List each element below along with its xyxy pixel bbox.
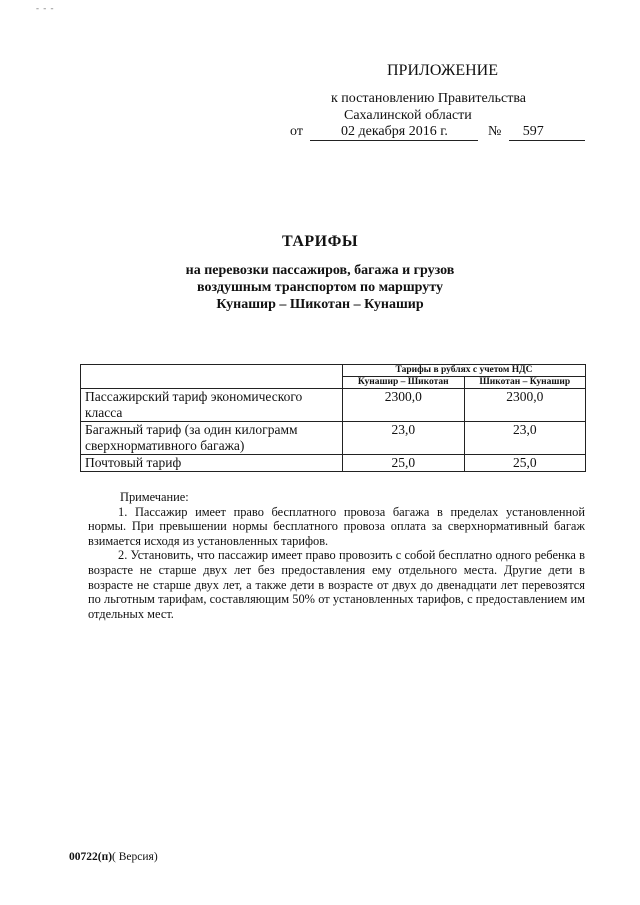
resolution-date: 02 декабря 2016 г. (310, 124, 478, 141)
appendix-line-2: Сахалинской области (344, 108, 472, 123)
number-label: № (487, 124, 502, 139)
table-header-row (81, 365, 586, 377)
notes-section (88, 490, 585, 621)
table-row (81, 455, 586, 472)
from-label: от (290, 124, 303, 139)
tariff-value: 2300,0 (464, 389, 586, 422)
corner-mark: - - - (36, 3, 55, 13)
notes-label: Примечание: (120, 490, 189, 504)
tariff-table (80, 364, 586, 472)
column-header: Шикотан – Кунашир (464, 377, 586, 389)
subtitle-line-2: воздушным транспортом по маршруту (197, 280, 443, 295)
tariff-name: Багажный тариф (за один килограмм сверхнормативного багажа) (81, 422, 343, 455)
group-header: Тарифы в рублях с учетом НДС (343, 365, 586, 377)
document-title: ТАРИФЫ (281, 233, 359, 250)
note-item-1: 1. Пассажир имеет право бесплатного провоза багажа в пределах установленной нормы. При превышении нормы бесплатного провоза оплата за сверхнормативный багаж взимается исходя из установленных тарифов. (88, 504, 585, 548)
table-corner-cell (81, 365, 343, 389)
tariff-value: 23,0 (343, 422, 465, 455)
resolution-number: 597 (509, 124, 585, 141)
document-code: 00722(п) (69, 851, 113, 863)
table-row (81, 422, 586, 455)
tariff-name: Пассажирский тариф экономического класса (81, 389, 343, 422)
subtitle-line-1: на перевозки пассажиров, багажа и грузов (185, 263, 455, 278)
column-header: Кунашир – Шикотан (343, 377, 465, 389)
table-row (81, 389, 586, 422)
appendix-title: ПРИЛОЖЕНИЕ (387, 62, 499, 79)
appendix-line-1: к постановлению Правительства (331, 91, 527, 106)
subtitle-line-3: Кунашир – Шикотан – Кунашир (216, 297, 424, 312)
document-footer (69, 851, 158, 863)
appendix-date-row (290, 124, 585, 141)
tariff-value: 23,0 (464, 422, 586, 455)
note-item-2: 2. Установить, что пассажир имеет право провозить с собой бесплатно одного ребенка в возрасте не старше двух лет без предоставления ему отдельного места. Другие дети в возрасте не старше двух лет, а также дети в возрасте от двух до двенадцати лет перевозятся по льготным тарифам, составляющим 50% от установленных тарифов, с предоставлением им отдельных мест. (88, 548, 585, 621)
tariff-name: Почтовый тариф (81, 455, 343, 472)
tariff-value: 2300,0 (343, 389, 465, 422)
tariff-value: 25,0 (464, 455, 586, 472)
tariff-value: 25,0 (343, 455, 465, 472)
document-version: ( Версия) (112, 851, 158, 863)
